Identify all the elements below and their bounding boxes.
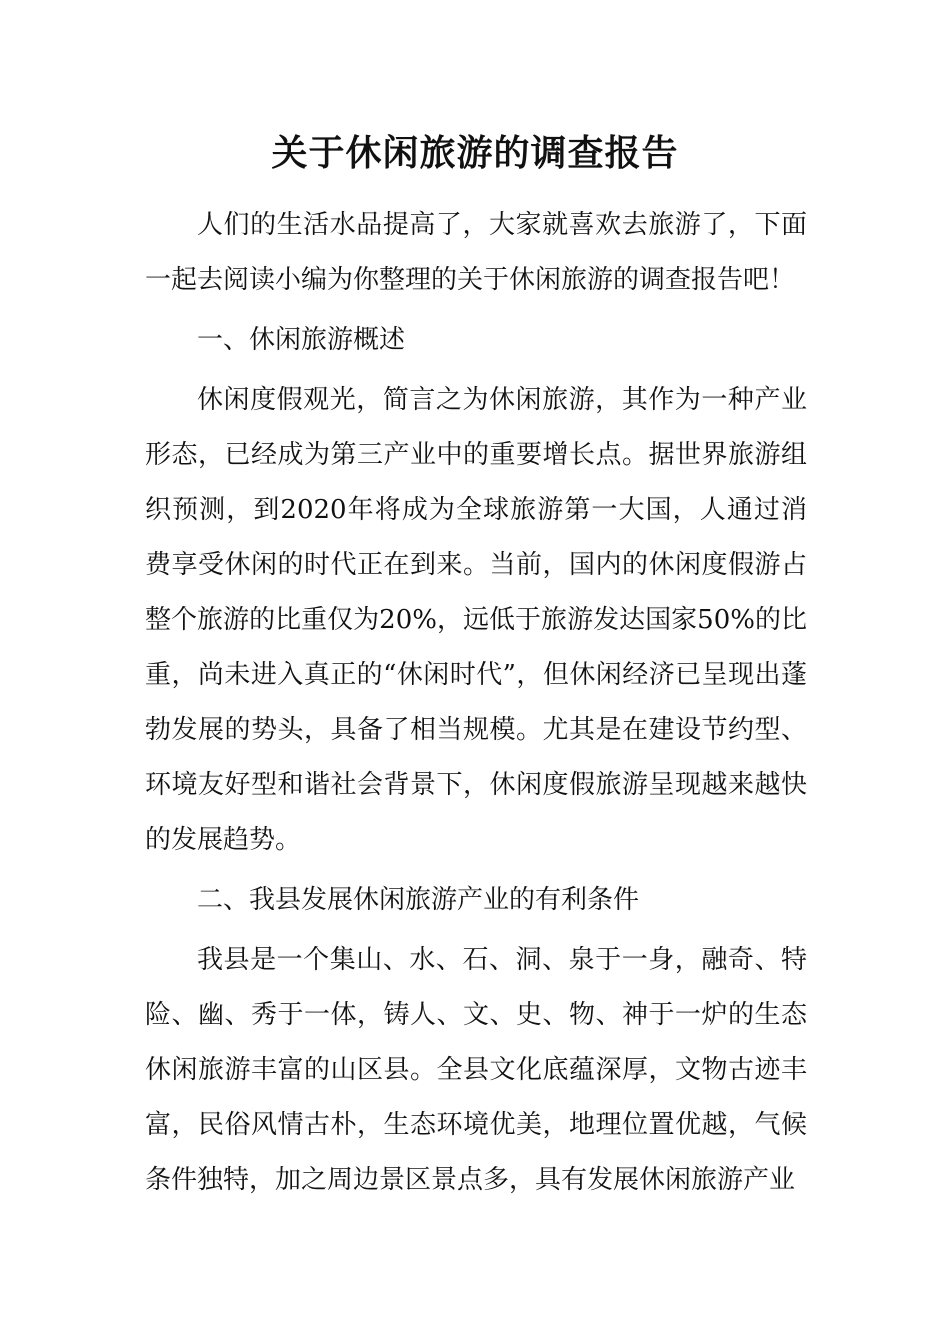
section-1-heading: 一、休闲旅游概述	[197, 325, 406, 355]
document-title: 关于休闲旅游的调查报告	[271, 132, 679, 174]
document-body	[145, 198, 807, 1213]
section-1-paragraph: 休闲度假观光，简言之为休闲旅游，其作为一种产业形态，已经成为第三产业中的重要增长点。据世界旅游组织预测，到2020年将成为全球旅游第一大国，人通过消费享受休闲的时代正在到来。当前，国内的休闲度假游占整个旅游的比重仅为20%，远低于旅游发达国家50%的比重，尚未进入真正的“休闲时代”，但休闲经济已呈现出蓬勃发展的势头，具备了相当规模。尤其是在建设节约型、环境友好型和谐社会背景下，休闲度假旅游呈现越来越快的发展趋势。	[145, 385, 807, 855]
section-2-heading: 二、我县发展休闲旅游产业的有利条件	[197, 885, 640, 915]
intro-paragraph: 人们的生活水品提高了，大家就喜欢去旅游了，下面一起去阅读小编为你整理的关于休闲旅游的调查报告吧！	[145, 210, 807, 295]
section-2-paragraph: 我县是一个集山、水、石、洞、泉于一身，融奇、特险、幽、秀于一体，铸人、文、史、物、神于一炉的生态休闲旅游丰富的山区县。全县文化底蕴深厚，文物古迹丰富，民俗风情古朴，生态环境优美，地理位置优越，气候条件独特，加之周边景区景点多，具有发展休闲旅游产业	[145, 945, 807, 1195]
